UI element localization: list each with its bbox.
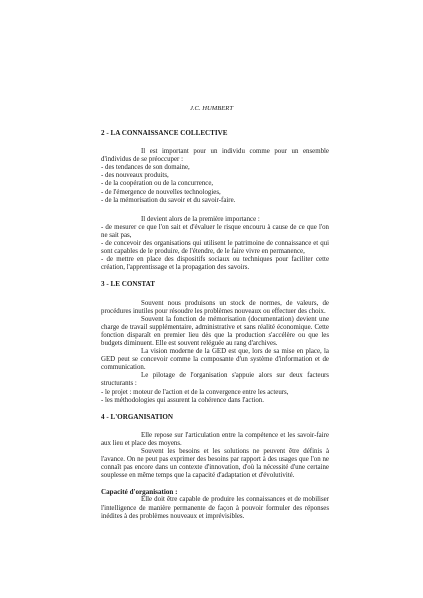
text-column <box>101 129 329 521</box>
section-3-title: 3 - LE CONSTAT <box>101 280 155 289</box>
list-item: - de la coopération ou de la concurrence, <box>101 180 214 188</box>
list-item: - de mesurer ce que l'on sait et d'évaluer le risque encouru à cause de ce que l'on ne sait pas, <box>101 223 329 239</box>
section-2-list <box>101 164 329 204</box>
paragraph: Souvent nous produisons un stock de normes, de valeurs, de procédures inutiles pour résoudre les problèmes nouveaux ou effectuer des choix. <box>101 299 329 315</box>
section-2-para2-intro: Il devient alors de la première importance : <box>141 215 260 223</box>
list-item: - de mettre en place des dispositifs sociaux ou techniques pour faciliter cette création, l'apprentissage et la propagation des savoirs. <box>101 256 329 272</box>
paragraph: Le pilotage de l'organisation s'appuie alors sur deux facteurs structurants : <box>101 372 329 388</box>
list-item: - de la mémorisation du savoir et du savoir-faire. <box>101 196 236 204</box>
list-item: - des tendances de son domaine, <box>101 164 190 172</box>
section-2-intro: Il est important pour un individu comme pour un ensemble d'individus de se préoccuper : <box>101 148 329 164</box>
section-2-title: 2 - LA CONNAISSANCE COLLECTIVE <box>101 129 228 137</box>
list-item: - des nouveaux produits, <box>101 172 169 180</box>
paragraph: Elle doit être capable de produire les connaissances et de mobiliser l'intelligence de manière permanente de façon à pouvoir formuler des réponses inédites à des problèmes nouveaux et imprévisibles. <box>101 496 329 520</box>
section-3-list <box>101 389 329 405</box>
paragraph: Souvent la fonction de mémorisation (documentation) devient une charge de travail supplémentaire, administrative et sans réalité économique. Cette fonction disparaît en premier lieu dès que la production s'accélère ou que les budgets diminuent. Elle est souvent reléguée au rang d'archives. <box>101 315 329 347</box>
section-4-title: 4 - L'ORGANISATION <box>101 412 174 421</box>
paragraph: Elle repose sur l'articulation entre la compétence et les savoir-faire aux lieu et place des moyens. <box>101 431 329 447</box>
list-item: - les méthodologies qui assurent la cohérence dans l'action. <box>101 396 264 404</box>
list-item: - le projet : moteur de l'action et de la convergence entre les acteurs, <box>101 388 289 396</box>
paragraph: Souvent les besoins et les solutions ne peuvent être définis à l'avance. On ne peut pas exprimer des besoins par rapport à des usages que l'on ne connaît pas encore dans un contexte d'innovation, d'où la nécessité d'une certaine souplesse en même temps que la capacité d'adaptation et d'évolutivité. <box>101 448 329 480</box>
paragraph: La vision moderne de la GED est que, lors de sa mise en place, la GED peut se concevoir comme la composante d'un système d'information et de communication. <box>101 348 329 372</box>
subsection-title: Capacité d'organisation : <box>101 488 178 497</box>
list-item: - de concevoir des organisations qui utilisent le patrimoine de connaissance et qui sont capables de le produire, de l'étendre, de le faire vivre en permanence, <box>101 240 329 256</box>
running-head: J.C. HUMBERT <box>189 105 234 112</box>
list-item: - de l'émergence de nouvelles technologies, <box>101 188 221 196</box>
